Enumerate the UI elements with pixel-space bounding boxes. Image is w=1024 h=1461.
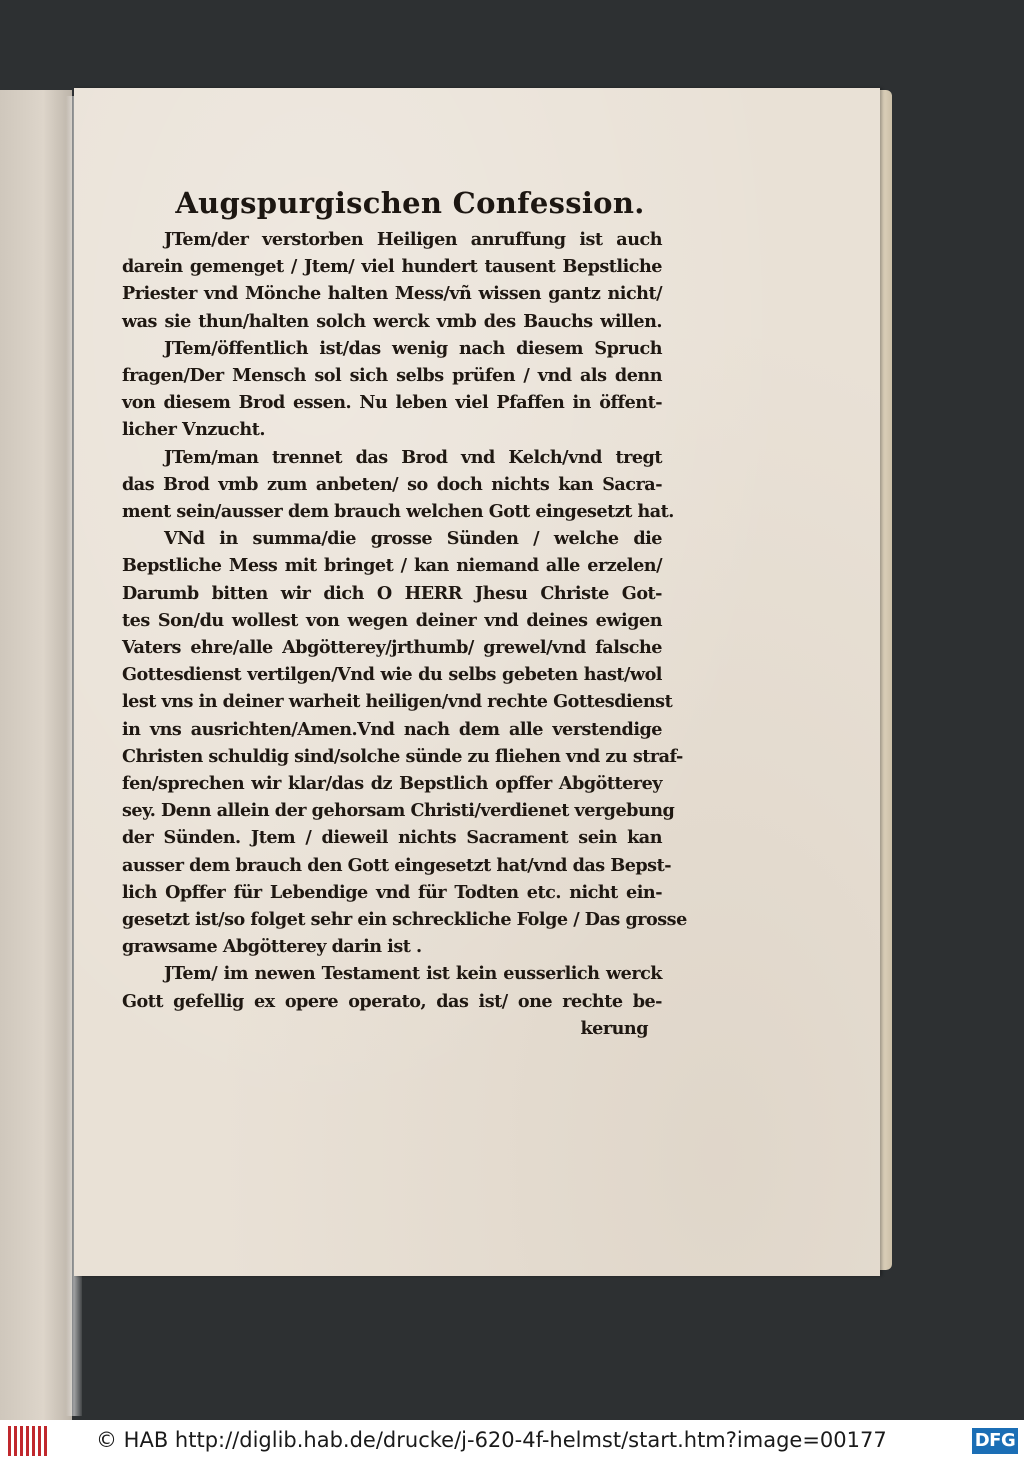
text-line: Darumb bitten wir dich O HERR Jhesu Christe Got- <box>122 582 662 604</box>
text-line: darein gemenget / Jtem/ viel hundert tausent Bepstliche <box>122 256 662 278</box>
body-text <box>122 226 687 1015</box>
text-line: Vaters ehre/alle Abgötterey/jrthumb/ grewel/vnd falsche <box>122 637 662 659</box>
text-line: das Brod vmb zum anbeten/ so doch nichts kan Sacra- <box>122 473 662 495</box>
text-line: von diesem Brod essen. Nu leben viel Pfaffen in öffent- <box>122 392 662 414</box>
running-head: Augspurgischen Confession. <box>175 186 645 220</box>
text-line: lest vns in deiner warheit heiligen/vnd rechte Gottesdienst <box>122 691 673 713</box>
text-line: lich Opffer für Lebendige vnd für Todten etc. nicht ein- <box>122 881 662 903</box>
text-line: licher Vnzucht. <box>122 419 265 441</box>
text-line: in vns ausrichten/Amen.Vnd nach dem alle verstendige <box>122 718 662 740</box>
text-line: gesetzt ist/so folget sehr ein schreckliche Folge / Das grosse <box>122 909 687 931</box>
footer-bar <box>0 1420 1024 1461</box>
text-line: JTem/der verstorben Heiligen anruffung ist auch <box>164 229 662 250</box>
text-line: JTem/ im newen Testament ist kein eusserlich werck <box>164 963 662 985</box>
hab-logo <box>8 1426 48 1456</box>
text-line: tes Son/du wollest von wegen deiner vnd deines ewigen <box>122 609 662 631</box>
catchword: kerung <box>580 1017 648 1039</box>
text-line: Christen schuldig sind/solche sünde zu fliehen vnd zu straf- <box>122 745 683 767</box>
text-line: Priester vnd Mönche halten Mess/vñ wissen gantz nicht/ <box>122 283 662 305</box>
copyright-link[interactable]: © HAB http://diglib.hab.de/drucke/j-620-4f-helmst/start.htm?image=00177 <box>96 1428 887 1452</box>
facing-page-fragment <box>0 90 72 1420</box>
text-line: VNd in summa/die grosse Sünden / welche die <box>164 528 662 550</box>
text-line: Gott gefellig ex opere operato, das ist/ one rechte be- <box>122 990 662 1012</box>
text-line: grawsame Abgötterey darin ist . <box>122 936 422 958</box>
text-line: ment sein/ausser dem brauch welchen Gott eingesetzt hat. <box>122 501 674 523</box>
text-line: fragen/Der Mensch sol sich selbs prüfen / vnd als denn <box>122 365 662 387</box>
text-line: JTem/man trennet das Brod vnd Kelch/vnd tregt <box>164 446 662 468</box>
text-line: ausser dem brauch den Gott eingesetzt hat/vnd das Bepst- <box>122 854 672 876</box>
text-block <box>122 186 687 1042</box>
scanned-page <box>74 88 880 1276</box>
dfg-logo: DFG <box>972 1428 1018 1454</box>
text-line: der Sünden. Jtem / dieweil nichts Sacrament sein kan <box>122 827 662 849</box>
text-line: JTem/öffentlich ist/das wenig nach diesem Spruch <box>164 337 662 359</box>
text-line: fen/sprechen wir klar/das dz Bepstlich opffer Abgötterey <box>122 773 662 795</box>
text-line: Gottesdienst vertilgen/Vnd wie du selbs gebeten hast/wol <box>122 664 662 686</box>
text-line: Bepstliche Mess mit bringet / kan niemand alle erzelen/ <box>122 555 662 577</box>
text-line: sey. Denn allein der gehorsam Christi/verdienet vergebung <box>122 800 675 822</box>
text-line: was sie thun/halten solch werck vmb des Bauchs willen. <box>122 310 662 332</box>
